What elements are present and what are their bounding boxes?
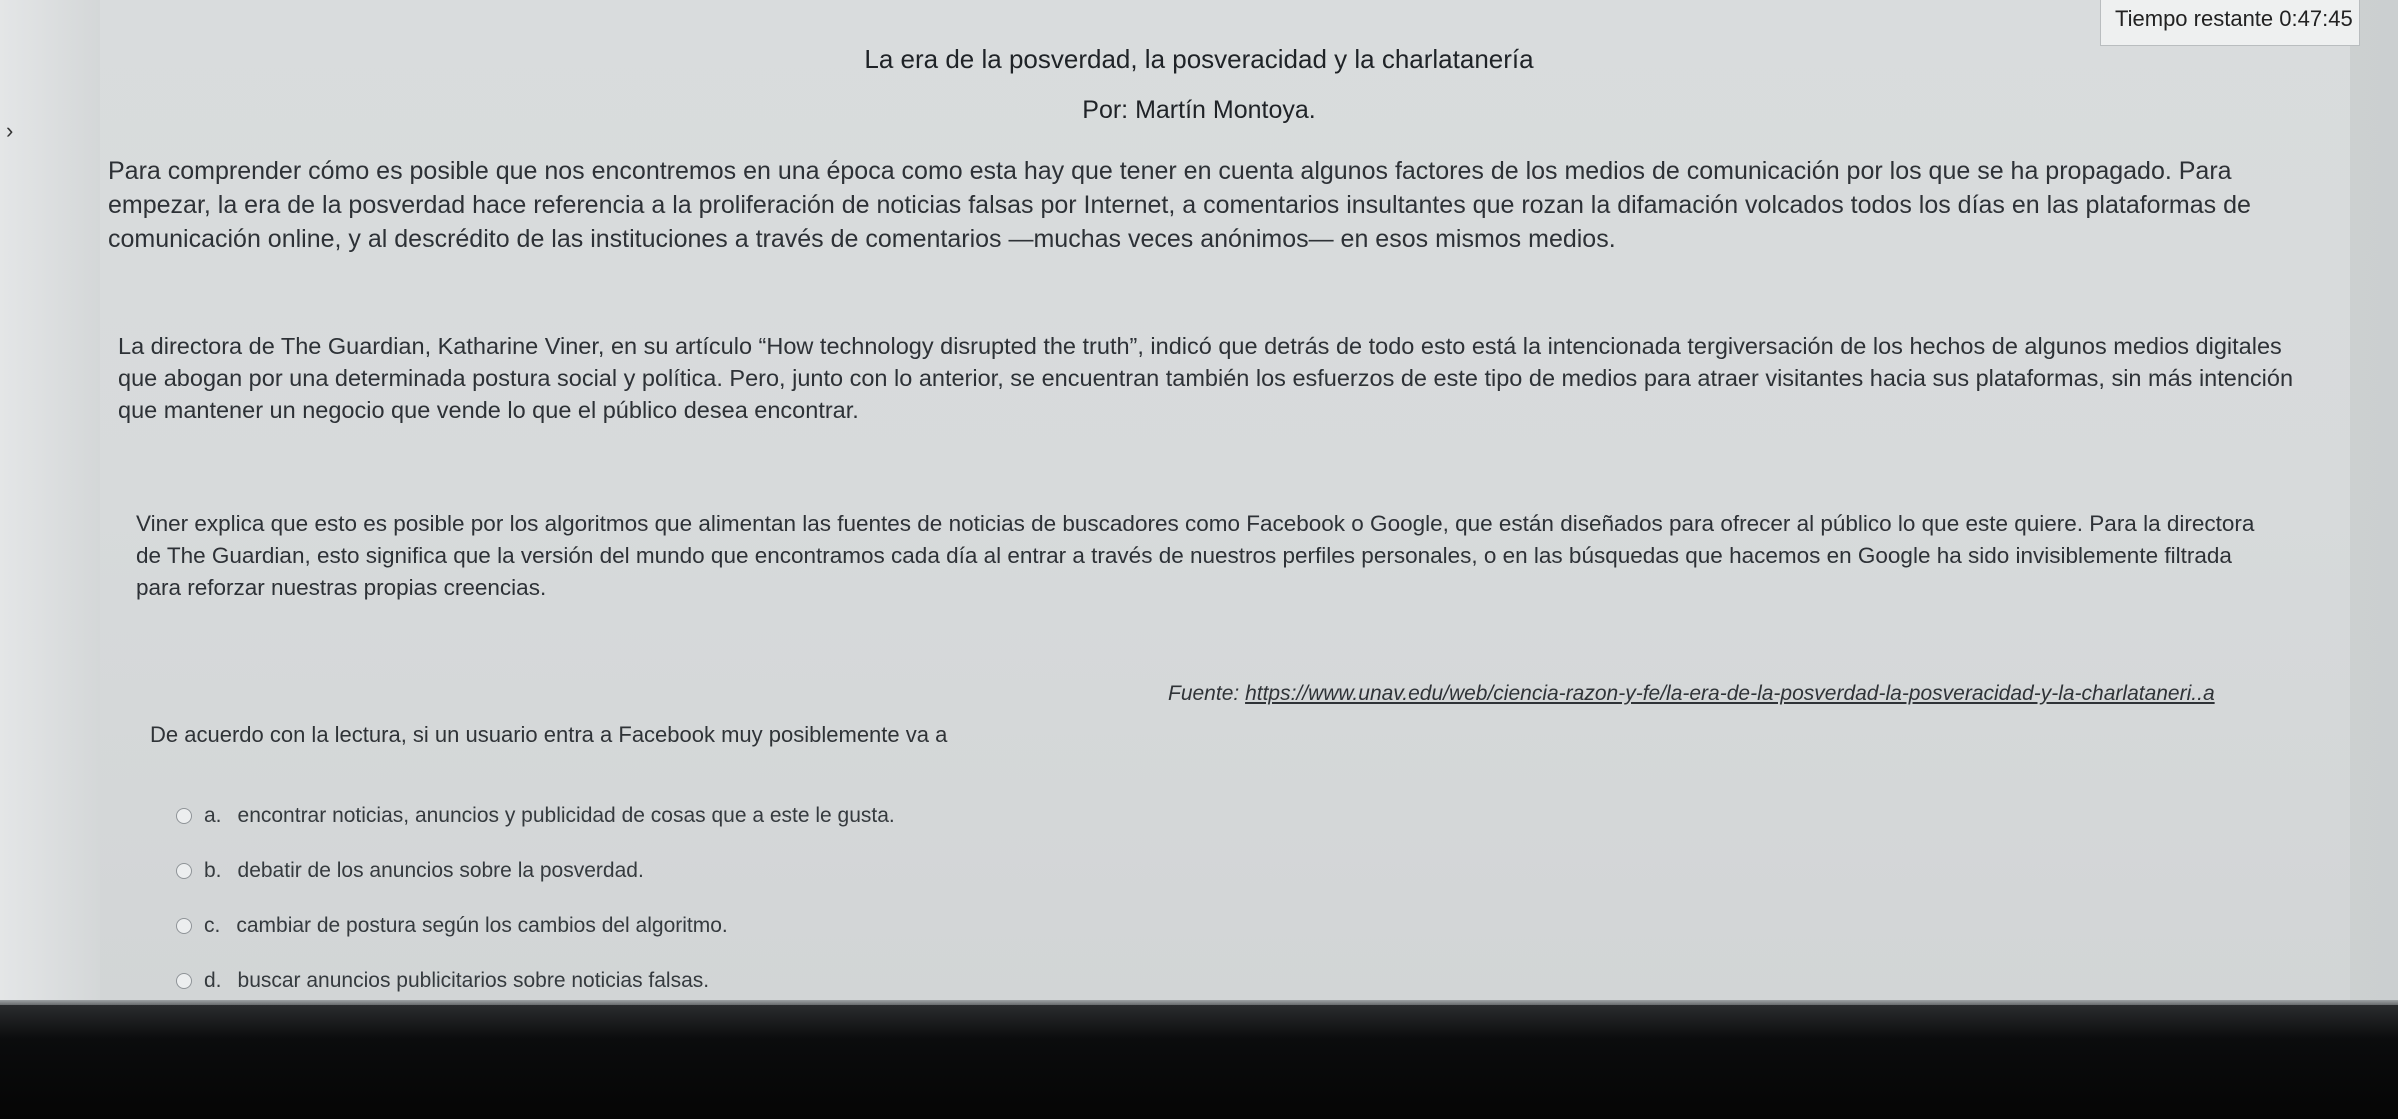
monitor-bezel [0,1005,2398,1119]
option-text: cambiar de postura según los cambios del algoritmo. [236,913,728,937]
article-paragraph-3: Viner explica que esto es posible por los algoritmos que alimentan las fuentes de noticias de buscadores como Facebook o Google, que están diseñados para ofrecer al público lo que este quiere. Para la directora de The Guardian, esto significa que la versión del mundo que encontramos cada día al entrar a través de nuestros perfiles personales, o en las búsquedas que hacemos en Google ha sido invisiblemente filtrada para reforzar nuestras propias creencias. [136,511,2255,600]
radio-button[interactable] [176,863,192,879]
radio-button[interactable] [176,918,192,934]
article-source [1168,682,2215,706]
answer-option-a[interactable] [176,788,895,843]
article-title: La era de la posverdad, la posveracidad y la charlatanería [864,44,1534,74]
article-paragraph-1: Para comprender cómo es posible que nos encontremos en una época como esta hay que tener en cuenta algunos factores de los medios de comunicación por los que se ha propagado. Para empezar, la era de la posverdad hace referencia a la proliferación de noticias falsas por Internet, a comentarios insultantes que rozan la difamación volcados todos los días en las plataformas de comunicación online, y al descrédito de las instituciones a través de comentarios —muchas veces anónimos— en esos mismos medios. [108,157,2251,253]
chevron-right-icon[interactable]: › [6,118,14,143]
time-remaining-box [2100,0,2360,46]
option-text: encontrar noticias, anuncios y publicidad de cosas que a este le gusta. [237,803,895,827]
option-letter: a. [204,803,222,827]
option-letter: c. [204,913,221,937]
source-link[interactable]: https://www.unav.edu/web/ciencia-razon-y-fe/la-era-de-la-posverdad-la-posveracidad-y-la-charlataneri..a [1245,682,2215,705]
source-label: Fuente: [1168,682,1240,705]
timer-value: 0:47:45 [2279,6,2353,31]
timer-label: Tiempo restante [2115,6,2274,31]
quiz-question: De acuerdo con la lectura, si un usuario entra a Facebook muy posiblemente va a [150,722,948,747]
radio-button[interactable] [176,808,192,824]
option-text: debatir de los anuncios sobre la posverdad. [237,858,644,882]
article-author: Por: Martín Montoya. [1082,96,1316,124]
left-sidebar-strip [0,0,100,1010]
radio-button[interactable] [176,973,192,989]
answer-option-b[interactable] [176,843,895,898]
answer-options [176,788,895,1008]
option-letter: d. [204,968,222,992]
option-text: buscar anuncios publicitarios sobre noticias falsas. [237,968,710,992]
option-letter: b. [204,858,222,882]
article-paragraph-2: La directora de The Guardian, Katharine Viner, en su artículo “How technology disrupted the truth”, indicó que detrás de todo esto está la intencionada tergiversación de los hechos de algunos medios digitales que abogan por una determinada postura social y política. Pero, junto con lo anterior, se encuentran también los esfuerzos de este tipo de medios para atraer visitantes hacia sus plataformas, sin más intención que mantener un negocio que vende lo que el público desea encontrar. [118,333,2294,423]
answer-option-c[interactable] [176,898,895,953]
